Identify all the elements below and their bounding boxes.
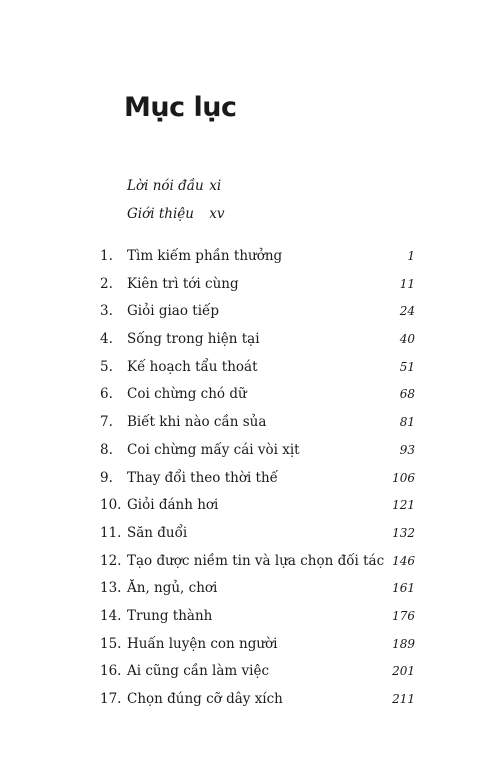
chapter-page-number: 189 <box>392 636 415 651</box>
toc-entry <box>100 520 415 548</box>
chapter-number: 2. <box>100 275 113 292</box>
chapter-number: 3. <box>100 303 113 320</box>
toc-entry <box>100 492 415 520</box>
toc-entry <box>100 548 415 576</box>
toc-entry <box>100 271 415 299</box>
chapter-number: 12. <box>100 552 122 569</box>
toc-entry <box>100 381 415 409</box>
front-matter-label: Lời nói đầu <box>127 178 204 194</box>
front-matter-label: Giới thiệu <box>127 206 194 222</box>
chapter-page-number: 161 <box>392 581 415 596</box>
chapter-title: Ăn, ngủ, chơi <box>127 580 218 597</box>
chapter-page-number: 132 <box>392 525 415 540</box>
chapter-title: Coi chừng mấy cái vòi xịt <box>127 441 300 458</box>
toc-entry <box>100 686 415 714</box>
table-of-contents <box>100 243 415 714</box>
chapter-number: 5. <box>100 358 113 375</box>
chapter-number: 13. <box>100 580 122 597</box>
chapter-title: Coi chừng chó dữ <box>127 386 247 403</box>
chapter-title: Kiên trì tới cùng <box>127 275 239 292</box>
chapter-title: Tìm kiếm phần thưởng <box>127 248 283 264</box>
chapter-page-number: 211 <box>392 692 415 706</box>
chapter-number: 10. <box>100 497 122 514</box>
chapter-number: 17. <box>100 691 122 707</box>
front-matter-page: xi <box>209 178 222 194</box>
chapter-title: Ai cũng cần làm việc <box>127 663 270 680</box>
front-matter-page: xv <box>209 206 225 222</box>
chapter-number: 14. <box>100 607 122 624</box>
chapter-page-number: 121 <box>392 498 415 513</box>
chapter-page-number: 81 <box>399 415 415 430</box>
toc-entry <box>100 575 415 603</box>
chapter-page-number: 1 <box>407 249 415 263</box>
page-title: Mục lục <box>124 92 237 123</box>
toc-entry <box>100 354 415 382</box>
chapter-page-number: 11 <box>399 276 415 291</box>
toc-entry <box>100 658 415 686</box>
toc-entry <box>100 631 415 659</box>
toc-entry <box>100 603 415 631</box>
chapter-number: 4. <box>100 331 113 348</box>
chapter-number: 15. <box>100 635 122 652</box>
chapter-title: Biết khi nào cần sủa <box>127 414 267 431</box>
chapter-page-number: 201 <box>392 664 415 679</box>
front-matter-item <box>127 200 225 228</box>
chapter-title: Trung thành <box>127 607 213 624</box>
chapter-page-number: 40 <box>399 332 415 347</box>
chapter-number: 9. <box>100 469 113 486</box>
chapter-page-number: 68 <box>399 387 415 402</box>
chapter-page-number: 146 <box>392 553 415 568</box>
chapter-title: Tạo được niềm tin và lựa chọn đối tác <box>127 552 385 569</box>
chapter-title: Sống trong hiện tại <box>127 331 260 348</box>
front-matter-list <box>127 172 225 228</box>
chapter-title: Giỏi giao tiếp <box>127 303 219 320</box>
chapter-title: Thay đổi theo thời thế <box>127 469 278 486</box>
front-matter-item <box>127 172 225 200</box>
toc-entry <box>100 465 415 493</box>
toc-entry <box>100 326 415 354</box>
chapter-page-number: 176 <box>392 608 415 623</box>
chapter-number: 7. <box>100 414 113 431</box>
chapter-number: 1. <box>100 248 113 264</box>
chapter-number: 6. <box>100 386 113 403</box>
chapter-title: Giỏi đánh hơi <box>127 497 219 514</box>
chapter-title: Săn đuổi <box>127 524 188 541</box>
chapter-number: 8. <box>100 441 113 458</box>
chapter-title: Chọn đúng cỡ dây xích <box>127 691 283 707</box>
chapter-number: 16. <box>100 663 122 680</box>
chapter-page-number: 24 <box>399 304 415 319</box>
toc-entry <box>100 298 415 326</box>
toc-entry <box>100 437 415 465</box>
chapter-page-number: 93 <box>399 442 415 457</box>
toc-entry <box>100 243 415 271</box>
chapter-page-number: 51 <box>399 359 415 374</box>
chapter-number: 11. <box>100 524 122 541</box>
toc-entry <box>100 409 415 437</box>
chapter-title: Kế hoạch tẩu thoát <box>127 358 258 375</box>
chapter-page-number: 106 <box>392 470 415 485</box>
chapter-title: Huấn luyện con người <box>127 635 278 652</box>
